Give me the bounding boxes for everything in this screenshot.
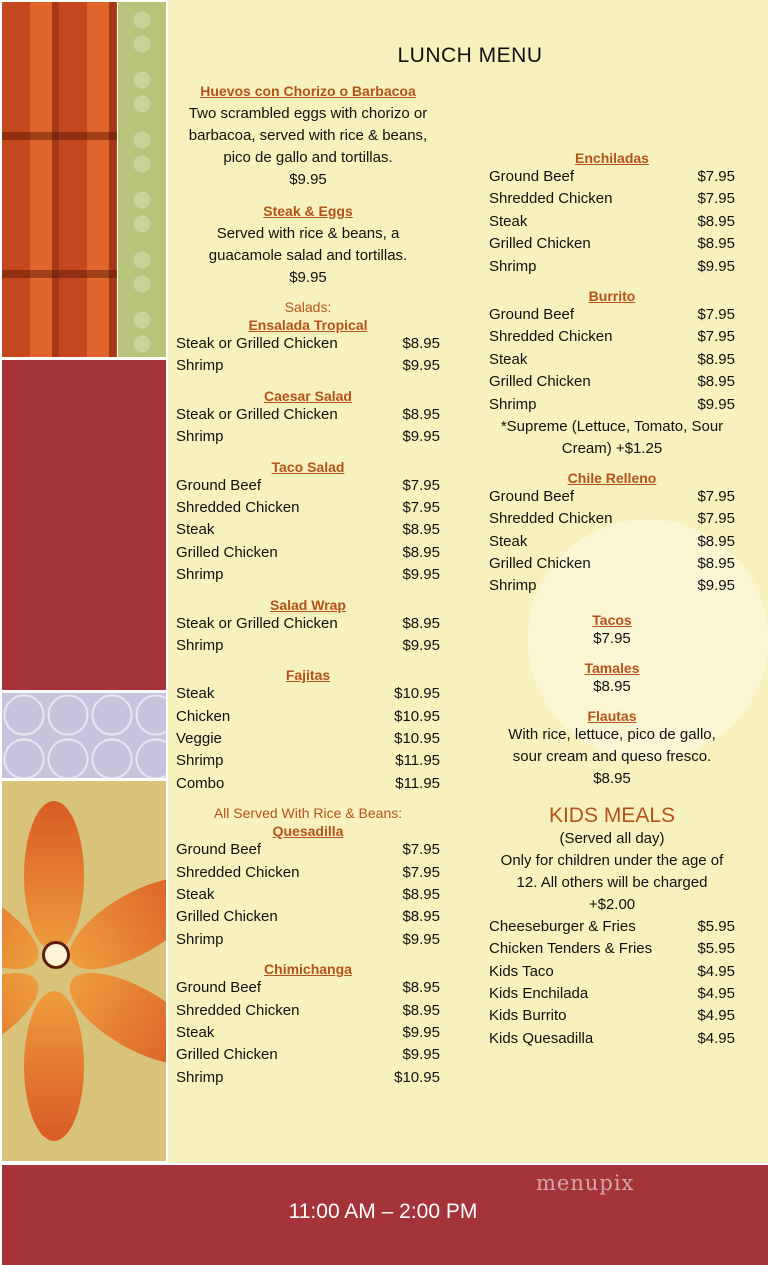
steak-eggs-price: $9.95	[289, 269, 327, 286]
list-item: Shrimp $9.95	[176, 566, 440, 584]
list-item: Chicken Tenders & Fries $5.95	[489, 940, 735, 958]
section-title-taco-salad: Taco Salad	[271, 458, 345, 475]
list-item: Kids Taco $4.95	[489, 962, 735, 980]
salads-label: Salads:	[284, 299, 332, 315]
caesar-items	[176, 404, 440, 449]
taco-salad-items	[176, 475, 440, 587]
list-item: Steak or Grilled Chicken $8.95	[176, 405, 440, 423]
enchiladas-items	[489, 166, 735, 278]
list-item: Steak $8.95	[489, 532, 735, 550]
list-item: Steak $9.95	[176, 1023, 440, 1041]
salad-wrap-items	[176, 613, 440, 658]
list-item: Shrimp $9.95	[176, 930, 440, 948]
list-item: Kids Enchilada $4.95	[489, 985, 735, 1003]
list-item: Steak $8.95	[176, 886, 440, 904]
list-item: Grilled Chicken $8.95	[176, 543, 440, 561]
lavender-pattern-decoration	[2, 693, 166, 778]
kids-meals-description: (Served all day) Only for children under the age of 12. All others will be charged +$2.00	[500, 829, 724, 913]
lunch-hours: 11:00 AM – 2:00 PM	[288, 1200, 478, 1223]
list-item: Ground Beef $8.95	[176, 979, 440, 997]
flower-illustration	[2, 781, 166, 1161]
tacos-price: $7.95	[593, 629, 631, 647]
section-title-chimichanga: Chimichanga	[264, 961, 352, 978]
section-title-steak-eggs: Steak & Eggs	[263, 203, 353, 219]
section-title-flautas: Flautas	[587, 707, 637, 724]
section-title-huevos: Huevos con Chorizo o Barbacoa	[200, 83, 416, 99]
flautas-price: $8.95	[593, 769, 631, 787]
list-item: Grilled Chicken $9.95	[176, 1046, 440, 1064]
list-item: Steak $8.95	[176, 521, 440, 539]
page-title: LUNCH MENU	[397, 44, 543, 67]
list-item: Shredded Chicken $7.95	[489, 328, 735, 346]
list-item: Shredded Chicken $8.95	[176, 1001, 440, 1019]
list-item: Shredded Chicken $7.95	[489, 190, 735, 208]
list-item: Shrimp $11.95	[176, 752, 440, 770]
chile-relleno-items	[489, 486, 735, 598]
kids-meals-title: KIDS MEALS	[548, 803, 676, 827]
huevos-description: Two scrambled eggs with chorizo or barbacoa, served with rice & beans, pico de gallo and tortillas. $9.95	[176, 103, 440, 191]
list-item: Shrimp $9.95	[489, 257, 735, 275]
section-title-quesadilla: Quesadilla	[272, 823, 344, 840]
section-title-burrito: Burrito	[588, 287, 636, 304]
list-item: Shrimp $9.95	[489, 395, 735, 413]
section-title-tropical: Ensalada Tropical	[248, 317, 368, 333]
burrito-items	[489, 304, 735, 416]
list-item: Shredded Chicken $7.95	[176, 863, 440, 881]
section-title-tacos: Tacos	[592, 611, 632, 628]
list-item: Ground Beef $7.95	[489, 168, 735, 185]
section-title-caesar: Caesar Salad	[264, 387, 352, 404]
fajitas-items	[176, 683, 440, 795]
red-panel-decoration	[2, 360, 166, 690]
steak-eggs-description: Served with rice & beans, a guacamole salad and tortillas. $9.95	[176, 223, 440, 289]
section-title-salad-wrap: Salad Wrap	[270, 596, 346, 613]
list-item: Shrimp $10.95	[176, 1068, 440, 1086]
list-item: Shrimp $9.95	[176, 636, 440, 654]
list-item: Grilled Chicken $8.95	[176, 908, 440, 926]
kids-meals-items	[489, 916, 735, 1050]
tropical-items	[176, 333, 440, 378]
list-item: Ground Beef $7.95	[176, 841, 440, 859]
section-title-fajitas: Fajitas	[285, 667, 331, 684]
served-with-label: All Served With Rice & Beans:	[213, 805, 403, 822]
list-item: Shrimp $9.95	[176, 357, 440, 375]
tamales-price: $8.95	[593, 677, 631, 695]
list-item: Kids Burrito $4.95	[489, 1007, 735, 1025]
green-pattern-decoration	[118, 2, 166, 357]
burrito-supreme-note: *Supreme (Lettuce, Tomato, Sour Cream) +$1.25	[500, 417, 724, 457]
list-item: Combo $11.95	[176, 774, 440, 792]
quesadilla-items	[176, 839, 440, 951]
section-title-enchiladas: Enchiladas	[575, 150, 649, 166]
list-item: Ground Beef $7.95	[489, 487, 735, 505]
list-item: Shredded Chicken $7.95	[489, 510, 735, 528]
watermark: menupix	[536, 1171, 635, 1195]
list-item: Shrimp $9.95	[489, 577, 735, 595]
list-item: Grilled Chicken $8.95	[489, 235, 735, 253]
list-item: Chicken $10.95	[176, 707, 440, 725]
list-item: Ground Beef $7.95	[489, 305, 735, 323]
list-item: Steak or Grilled Chicken $8.95	[176, 335, 440, 352]
list-item: Kids Quesadilla $4.95	[489, 1029, 735, 1047]
list-item: Grilled Chicken $8.95	[489, 555, 735, 573]
left-column	[176, 83, 440, 1089]
list-item: Shrimp $9.95	[176, 428, 440, 446]
section-title-tamales: Tamales	[584, 659, 640, 676]
list-item: Steak $8.95	[489, 350, 735, 368]
right-column	[489, 150, 735, 1050]
roof-tile-decoration	[2, 2, 117, 357]
list-item: Cheeseburger & Fries $5.95	[489, 917, 735, 935]
list-item: Veggie $10.95	[176, 730, 440, 748]
huevos-price: $9.95	[289, 171, 327, 188]
flautas-description: With rice, lettuce, pico de gallo, sour cream and queso fresco. $8.95	[489, 724, 735, 790]
list-item: Steak $10.95	[176, 685, 440, 703]
list-item: Ground Beef $7.95	[176, 476, 440, 494]
chimichanga-items	[176, 977, 440, 1089]
section-title-chile-relleno: Chile Relleno	[567, 469, 657, 486]
list-item: Steak or Grilled Chicken $8.95	[176, 614, 440, 632]
list-item: Grilled Chicken $8.95	[489, 373, 735, 391]
list-item: Shredded Chicken $7.95	[176, 498, 440, 516]
list-item: Steak $8.95	[489, 212, 735, 230]
